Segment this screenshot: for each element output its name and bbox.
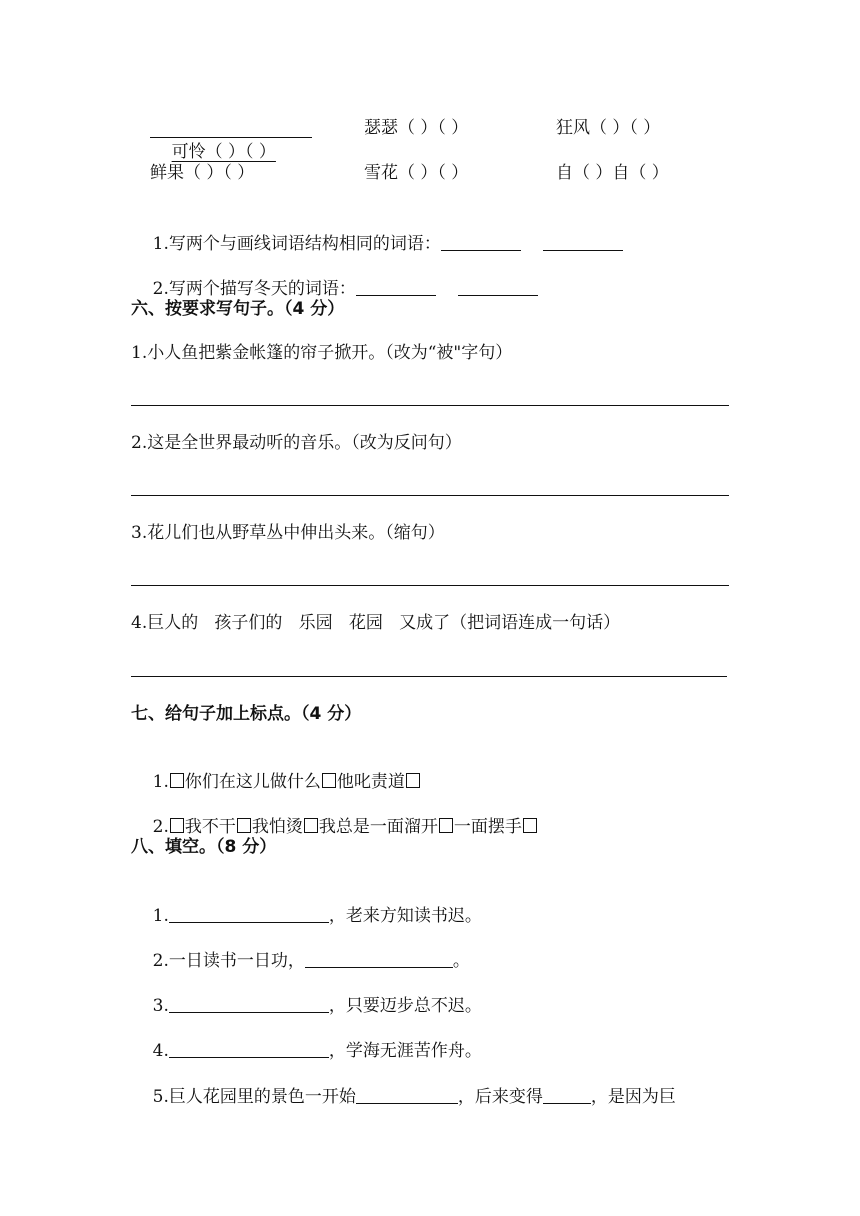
question-text: 2.写两个描写冬天的词语： xyxy=(152,279,356,299)
item-number: 5. xyxy=(152,1087,169,1107)
punctuation-box[interactable] xyxy=(170,773,184,788)
answer-blank[interactable] xyxy=(169,994,329,1013)
punctuation-box[interactable] xyxy=(304,818,318,833)
punctuation-box[interactable] xyxy=(406,773,420,788)
item-number: 1. xyxy=(152,772,169,792)
section-6-title: 六、按要求写句子。（4 分） xyxy=(131,299,345,319)
item-number: 2. xyxy=(152,817,169,837)
punctuation-box[interactable] xyxy=(439,818,453,833)
item-number: 1. xyxy=(152,906,169,926)
item-text: ，只要迈步总不迟。 xyxy=(328,996,482,1016)
sentence-part: 我不干 xyxy=(184,817,236,837)
section-6-item: 4.巨人的 孩子们的 乐园 花园 又成了（把词语连成一句话） xyxy=(131,613,621,633)
word-item: 雪花（ ）（ ） xyxy=(364,163,469,183)
answer-blank[interactable] xyxy=(169,904,329,923)
item-number: 3. xyxy=(152,996,169,1016)
item-number: 2. xyxy=(152,951,169,971)
answer-blank[interactable] xyxy=(169,1039,329,1058)
answer-blank[interactable] xyxy=(356,1085,458,1104)
item-text: ，后来变得 xyxy=(457,1087,543,1107)
punctuation-box[interactable] xyxy=(237,818,251,833)
word-item: 狂风（ ）（ ） xyxy=(556,118,661,138)
item-text: 一日读书一日功， xyxy=(168,951,305,971)
section-6-item: 2.这是全世界最动听的音乐。（改为反问句） xyxy=(131,433,462,453)
answer-blank[interactable] xyxy=(305,949,453,968)
answer-blank[interactable] xyxy=(543,232,623,251)
word-underline xyxy=(150,137,312,138)
word-text: 可怜（ ）（ ） xyxy=(171,142,276,162)
answer-blank[interactable] xyxy=(356,277,436,296)
section-6-item: 3.花儿们也从野草丛中伸出头来。（缩句） xyxy=(131,523,445,543)
punctuation-box[interactable] xyxy=(170,818,184,833)
punctuation-box[interactable] xyxy=(322,773,336,788)
item-text: 巨人花园里的景色一开始 xyxy=(168,1087,356,1107)
sentence-part: 一面摆手 xyxy=(453,817,522,837)
section-8-title: 八、填空。（8 分） xyxy=(131,837,277,857)
question-text: 1.写两个与画线词语结构相同的词语： xyxy=(152,234,441,254)
item-number: 4. xyxy=(152,1041,169,1061)
word-item: 自（ ）自（ ） xyxy=(556,163,669,183)
word-item: 鲜果（ ）（ ） xyxy=(150,163,255,183)
punctuation-box[interactable] xyxy=(523,818,537,833)
answer-blank[interactable] xyxy=(441,232,521,251)
word-item: 瑟瑟（ ）（ ） xyxy=(364,118,469,138)
item-text: 。 xyxy=(452,951,470,971)
answer-line[interactable] xyxy=(131,585,729,586)
answer-blank[interactable] xyxy=(543,1085,591,1104)
item-text: ，是因为巨 xyxy=(590,1087,676,1107)
sentence-part: 他叱责道 xyxy=(336,772,405,792)
item-text: ，老来方知读书迟。 xyxy=(328,906,482,926)
item-text: ，学海无涯苦作舟。 xyxy=(328,1041,482,1061)
section-6-item: 1.小人鱼把紫金帐篷的帘子掀开。（改为“被"字句） xyxy=(131,343,513,363)
sentence-part: 我总是一面溜开 xyxy=(318,817,438,837)
fill-item-5 xyxy=(131,1061,676,1133)
sentence-part: 我怕烫 xyxy=(251,817,303,837)
answer-blank[interactable] xyxy=(458,277,538,296)
sentence-part: 你们在这儿做什么 xyxy=(184,772,321,792)
answer-line[interactable] xyxy=(131,676,727,677)
answer-line[interactable] xyxy=(131,405,729,406)
section-7-title: 七、给句子加上标点。（4 分） xyxy=(131,704,362,724)
answer-line[interactable] xyxy=(131,495,729,496)
